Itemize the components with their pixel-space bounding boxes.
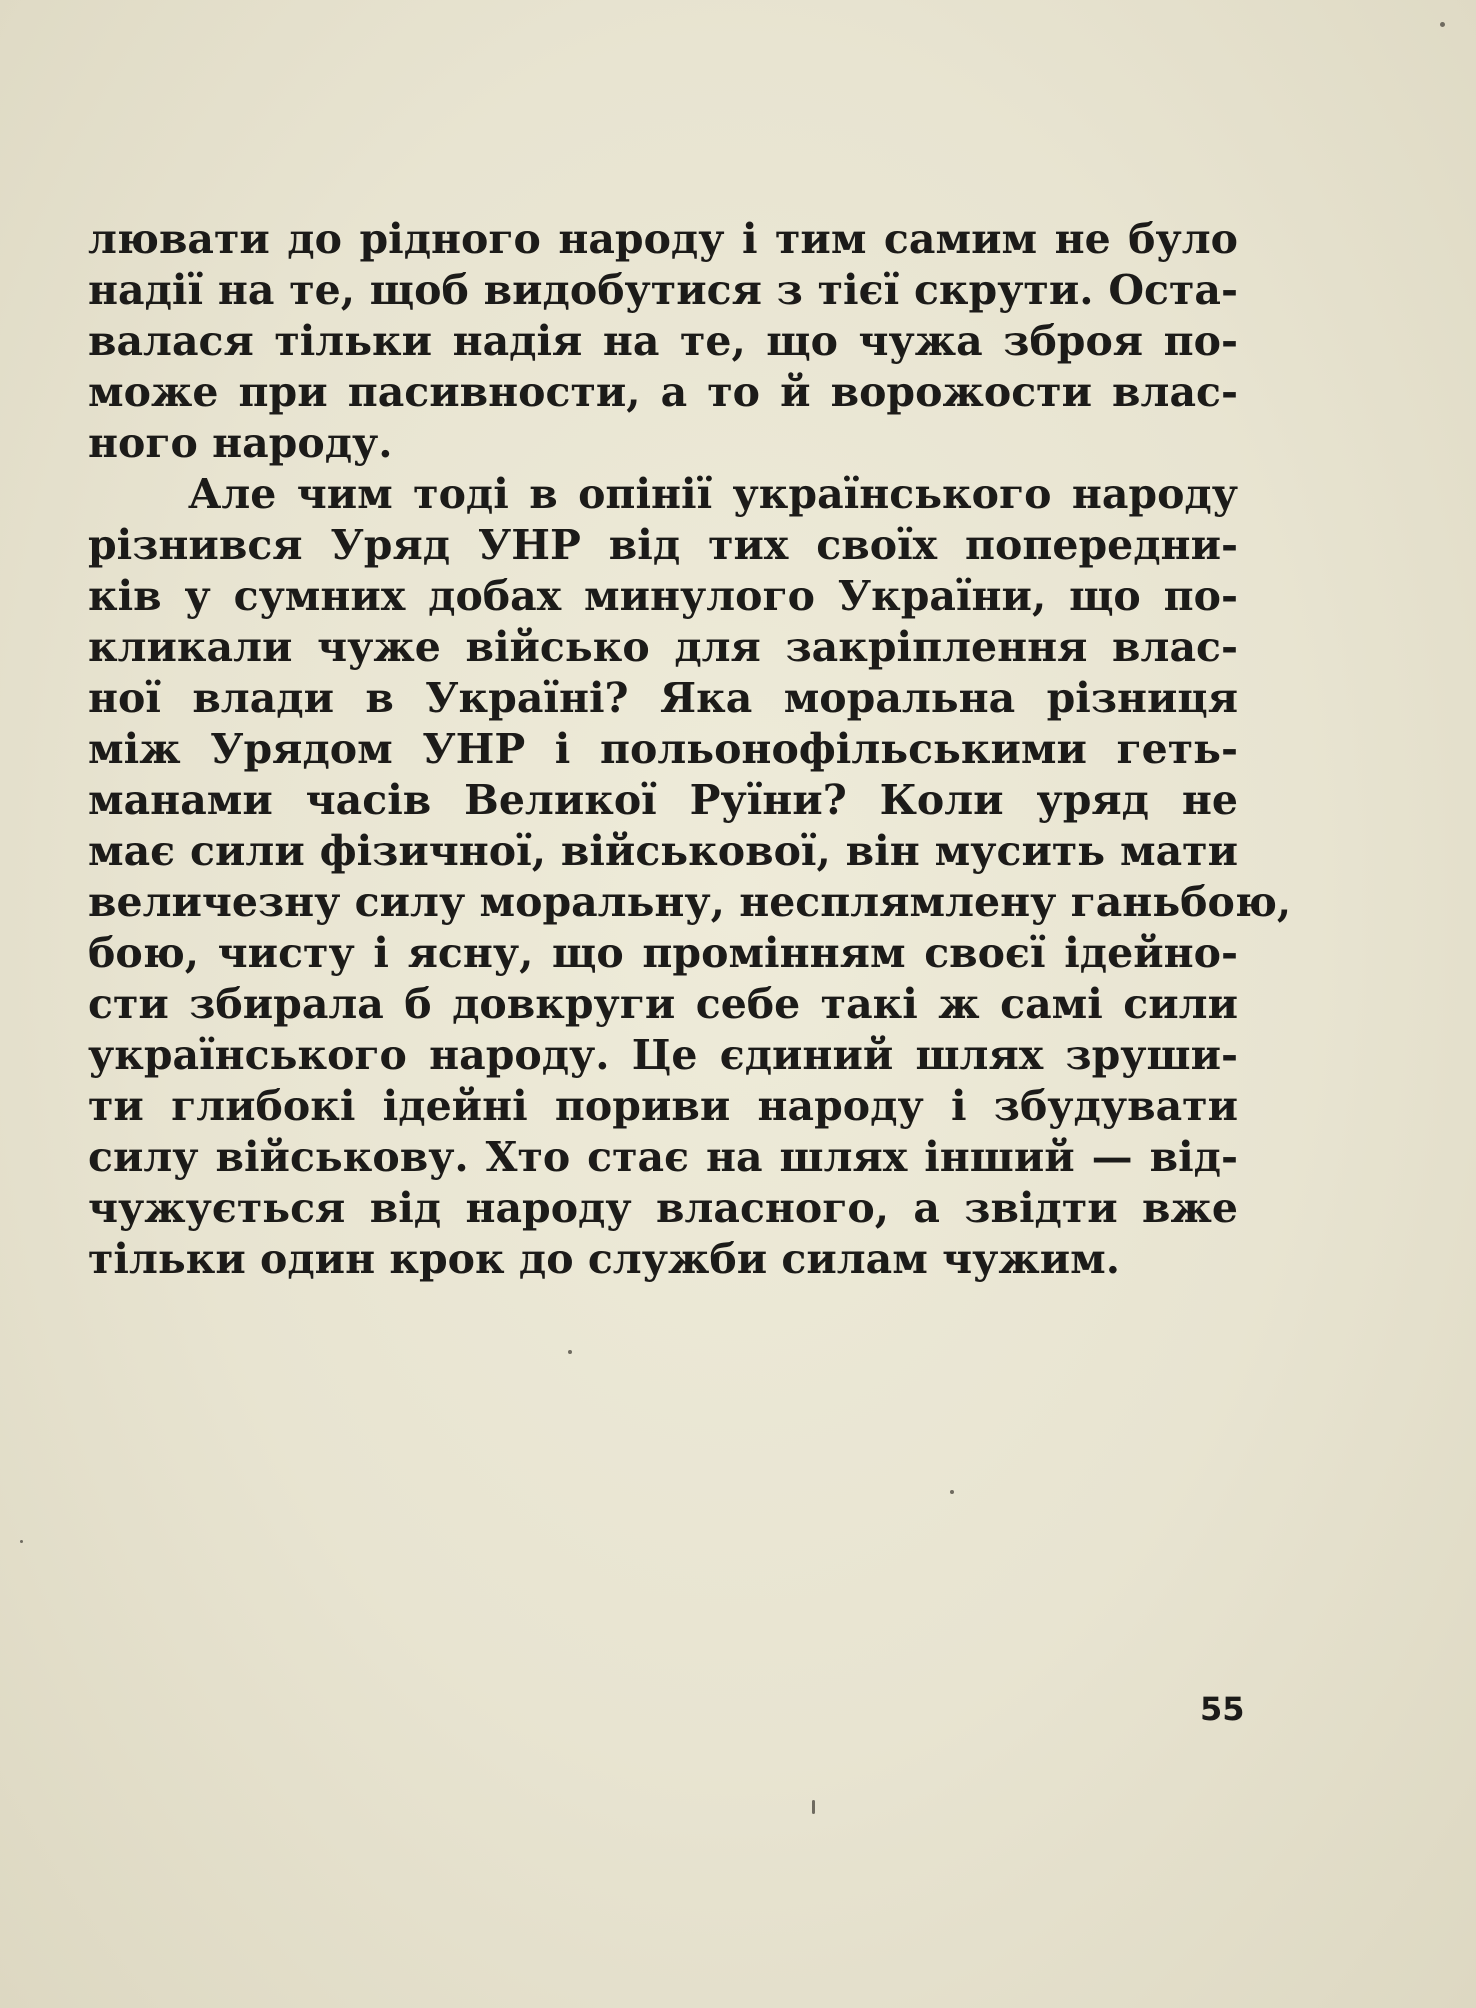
text-line: манами часів Великої Руїни? Коли уряд не (88, 776, 1238, 824)
text-line: величезну силу моральну, несплямлену ганьбою, (88, 878, 1292, 926)
paper-speck (950, 1490, 954, 1494)
text-line: надії на те, щоб видобутися з тієї скрути. Оста- (88, 266, 1238, 314)
text-line: бою, чисту і ясну, що промінням своєї ідейно- (88, 929, 1238, 977)
text-line-indented: Але чим тоді в опінії українського народу (188, 470, 1238, 518)
paper-speck (1440, 22, 1445, 27)
paper-speck (812, 1800, 815, 1814)
text-line: валася тільки надія на те, що чужа зброя по- (88, 317, 1238, 365)
text-line: ного народу. (88, 419, 393, 467)
page-number: 55 (1200, 1690, 1245, 1728)
text-line: ти глибокі ідейні пориви народу і збудувати (88, 1082, 1238, 1130)
text-line: тільки один крок до служби силам чужим. (88, 1235, 1121, 1283)
text-line: ної влади в Україні? Яка моральна різниця (88, 674, 1238, 722)
text-line: кликали чуже військо для закріплення влас- (88, 623, 1238, 671)
text-line: має сили фізичної, військової, він мусить мати (88, 827, 1238, 875)
text-line: чужується від народу власного, а звідти вже (88, 1184, 1238, 1232)
paper-speck (568, 1350, 572, 1354)
text-line: ків у сумних добах минулого України, що по- (88, 572, 1238, 620)
text-line: сти збирала б довкруги себе такі ж самі сили (88, 980, 1238, 1028)
paper-speck (20, 1540, 23, 1543)
text-line: лювати до рідного народу і тим самим не було (88, 215, 1238, 263)
body-text (88, 214, 1292, 1285)
text-line: між Урядом УНР і польонофільськими геть- (88, 725, 1238, 773)
text-line: силу військову. Хто стає на шлях інший — від- (88, 1133, 1238, 1181)
text-line: українського народу. Це єдиний шлях зруши- (88, 1031, 1238, 1079)
text-line: різнився Уряд УНР від тих своїх попередни- (88, 521, 1238, 569)
text-line: може при пасивности, а то й ворожости влас- (88, 368, 1238, 416)
